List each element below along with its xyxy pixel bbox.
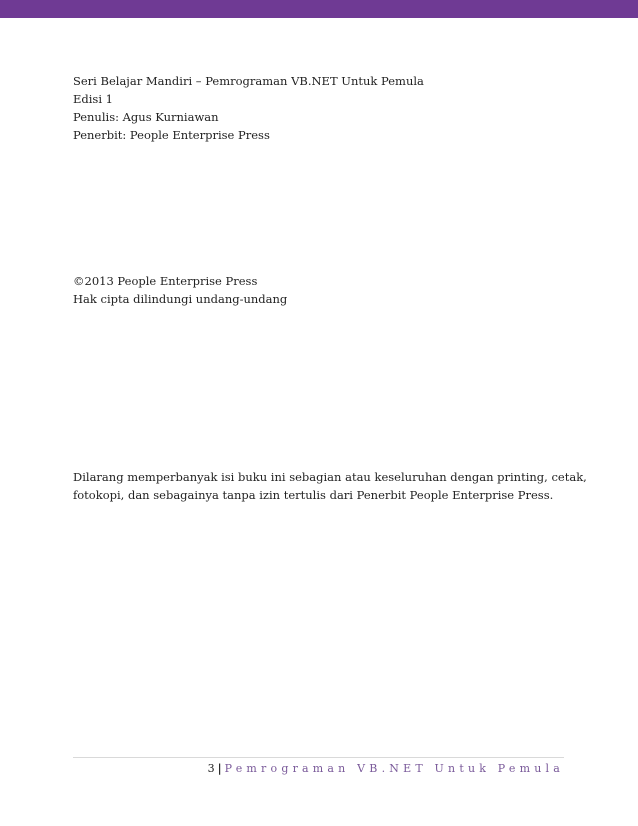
footer-separator: |: [217, 762, 222, 775]
copyright-holder: ©2013 People Enterprise Press: [73, 274, 258, 288]
page-footer: [208, 761, 564, 777]
reproduction-notice: [73, 468, 587, 504]
copyright-notice: [73, 272, 573, 308]
running-title: Pemrograman VB.NET Untuk Pemula: [224, 762, 564, 775]
publisher: Penerbit: People Enterprise Press: [73, 128, 270, 142]
rights-statement: Hak cipta dilindungi undang-undang: [73, 292, 288, 306]
page-number: 3: [207, 762, 215, 775]
edition: Edisi 1: [73, 92, 113, 106]
author: Penulis: Agus Kurniawan: [73, 110, 219, 124]
book-metadata: [73, 72, 573, 144]
top-color-bar: [0, 0, 638, 18]
notice-line-2: fotokopi, dan sebagainya tanpa izin tertulis dari Penerbit People Enterprise Press.: [73, 488, 554, 502]
footer-divider: [73, 757, 564, 758]
notice-line-1: Dilarang memperbanyak isi buku ini sebagian atau keseluruhan dengan printing, cetak,: [73, 470, 587, 484]
series-title: Seri Belajar Mandiri – Pemrograman VB.NET Untuk Pemula: [73, 74, 424, 88]
